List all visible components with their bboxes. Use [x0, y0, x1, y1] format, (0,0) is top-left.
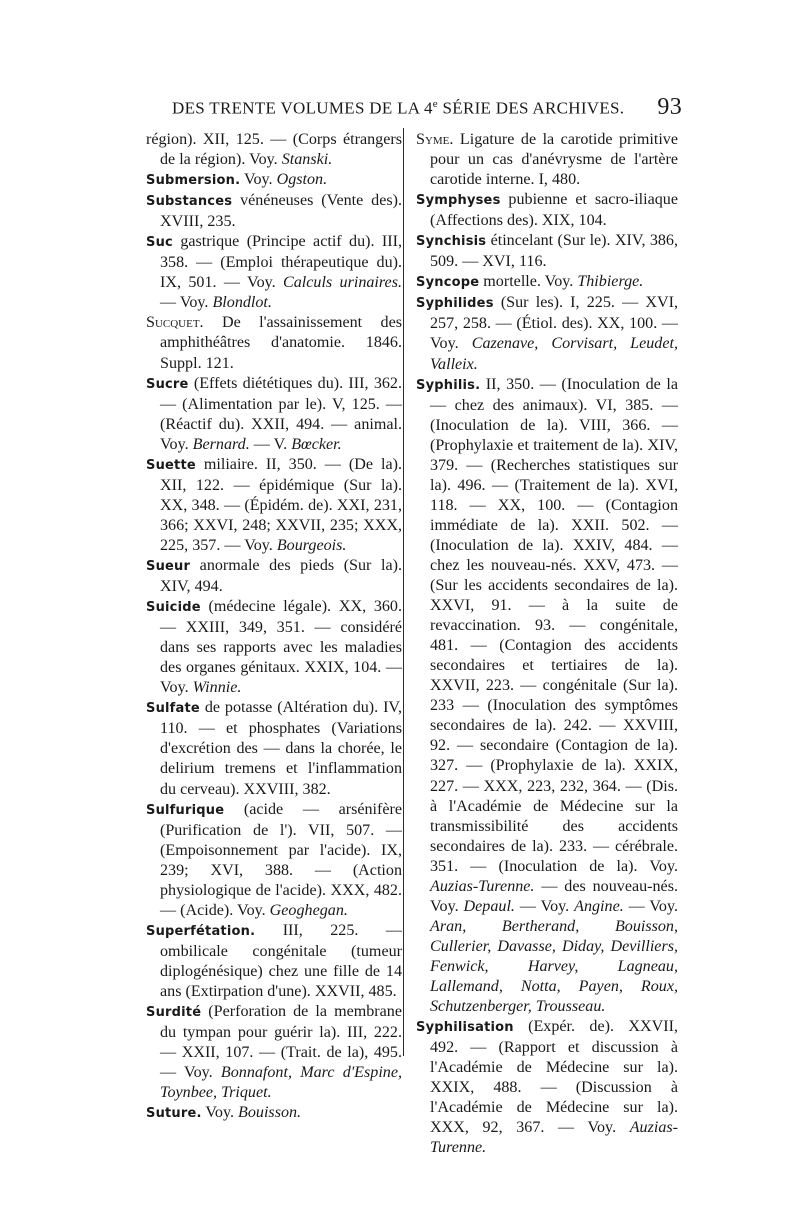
- entry-text: II, 350. — (Inoculation de la — chez des animaux). VI, 385. — (Inoculation de la). VIII, 366. — (Prophylaxie et traitement de la). XIV, 379. — (Recherches statistiques sur la). 496. — (Traitement de la). XVI, 118. — XX, 100. — (Contagion immédiate de la). XXII. 502. — (Inoculation de la). XXIV, 484. — chez les nouveau-nés. XXV, 473. — (Sur les accidents secondaires de la). XXVI, 91. — à la suite de revaccination. 93. — congénitale, 481. — (Contagion des accidents secondaires et tertiaires de la). XXVII, 223. — congénitale (Sur la). 233 — (Inoculation des symptômes secondaires de la). 242. — XXVIII, 92. — secondaire (Contagion de la). 327. — (Prophylaxie de la). XXIX, 227. — XXX, 223, 232, 364. — (Dis. à l'Académie de Médecine sur la transmissibilité des accidents secondaires de la). 233. — cérébrale. 351. — (Inoculation de la). Voy.: [430, 375, 678, 875]
- entry-text: Voy.: [240, 171, 277, 189]
- entry-text: anormale des pieds (Sur la). XIV, 494.: [160, 556, 402, 596]
- entry-reference: Angine.: [574, 897, 624, 915]
- entry-text: — Voy.: [160, 294, 213, 312]
- entry-headword: Suture.: [146, 1106, 202, 1122]
- entry-reference: Auzias-Turenne.: [430, 1119, 678, 1157]
- right-column: [416, 130, 678, 1158]
- index-entry: [146, 374, 402, 455]
- entry-headword: Suette: [146, 457, 196, 473]
- entry-text: III, 225. — ombilicale congénitale (tumeur diplogénésique) chez une fille de 14 ans (Extirpation d'une). XXVII, 485.: [160, 921, 402, 1000]
- entry-text: de potasse (Altération du). IV, 110. — et phosphates (Variations d'excrétion des — dans la chorée, le delirium tremens et l'inflammation du cerveau). XXVIII, 382.: [160, 699, 402, 798]
- entry-text: mortelle. Voy.: [479, 273, 578, 291]
- entry-reference: Calculs urinaires.: [283, 274, 402, 292]
- index-entry: [146, 1103, 402, 1124]
- left-column: [146, 130, 402, 1124]
- index-entry: [146, 698, 402, 799]
- entry-text: Ligature de la carotide primitive pour un cas d'anévrysme de l'artère carotide interne. I, 480.: [430, 131, 678, 189]
- entry-text: vénéneuses (Vente des). XVIII, 235.: [160, 192, 402, 231]
- entry-text: miliaire. II, 350. — (De la). XII, 122. — épidémique (Sur la). XX, 348. — (Épidém. de). XXI, 231, 366; XXVI, 248; XXVII, 235; XXX, 225, 357. — Voy.: [160, 455, 402, 554]
- entry-headword: Syphilis.: [416, 377, 481, 393]
- entry-reference: Cazenave, Corvisart, Leudet, Valleix.: [430, 335, 678, 373]
- index-entry: [146, 597, 402, 698]
- index-entry: [416, 375, 678, 1018]
- entry-text: étincelant (Sur le). XIV, 386, 509. — XVI, 116.: [430, 232, 678, 271]
- entry-headword: Sulfurique: [146, 802, 225, 818]
- entry-headword: Syphilides: [416, 296, 494, 312]
- entry-headword: Sueur: [146, 558, 191, 574]
- entry-headword: Syncope: [416, 275, 480, 291]
- index-entry: [416, 1017, 678, 1158]
- entry-reference: Auzias-Turenne.: [430, 877, 535, 895]
- column-divider: [403, 128, 404, 1056]
- entry-reference: Geoghegan.: [269, 901, 348, 919]
- entry-headword: Surdité: [146, 1005, 202, 1021]
- entry-text: (acide — arsénifère (Purification de l'). VII, 507. — (Empoisonnement par l'acide). IX, 239; XVI, 388. — (Action physiologique de l'acide). XXX, 482. — (Acide). Voy.: [160, 800, 402, 919]
- entry-reference: Bonnafont, Marc d'Espine, Toynbee, Triquet.: [160, 1064, 403, 1102]
- entry-reference: Bourgeois.: [276, 536, 347, 554]
- entry-reference: Winnie.: [192, 679, 242, 697]
- entry-headword: Syphilisation: [416, 1020, 514, 1036]
- index-entry: [416, 272, 678, 293]
- index-entry: [146, 313, 402, 373]
- entry-headword: Substances: [146, 194, 233, 210]
- entry-text: — V.: [249, 435, 292, 453]
- entry-reference: Thibierge.: [577, 273, 644, 291]
- entry-reference: Blondlot.: [212, 294, 272, 312]
- entry-text: Voy.: [201, 1104, 239, 1122]
- running-head: [172, 94, 682, 121]
- entry-text: (Sur les). I, 225. — XVI, 257, 258. — (Étiol. des). XX, 100. — Voy.: [430, 294, 678, 353]
- entry-text: pubienne et sacro-iliaque (Affections des). XIX, 104.: [430, 191, 678, 230]
- index-entry: [146, 130, 402, 170]
- entry-text: (Perforation de la membrane du tympan pour guérir la). III, 222. — XXII, 107. — (Trait. de la), 495. — Voy.: [160, 1003, 402, 1082]
- entry-reference: Bœcker.: [291, 435, 342, 453]
- index-entry: [146, 191, 402, 232]
- index-entry: [416, 130, 678, 190]
- entry-headword: Synchisis: [416, 234, 487, 250]
- entry-text: (Effets diététiques du). III, 362. — (Alimentation par le). V, 125. — (Réactif du). XXII, 494. — animal. Voy.: [160, 374, 402, 453]
- index-entry: [146, 170, 402, 191]
- index-entry: [146, 455, 402, 556]
- index-entry: [146, 800, 402, 921]
- entry-text: — des nouveau-nés. Voy.: [430, 877, 678, 915]
- entry-reference: Aran, Bertherand, Bouisson, Cullerier, Davasse, Diday, Devilliers, Fenwick, Harvey, Lagneau, Lallemand, Notta, Payen, Roux, Schutzenberger, Trousseau.: [430, 917, 678, 1016]
- index-entry: [416, 190, 678, 231]
- entry-text: (Expér. de). XXVII, 492. — (Rapport et discussion à l'Académie de Médecine sur la). XXIX, 488. — (Discussion à l'Académie de Médecine sur la). XXX, 92, 367. — Voy.: [430, 1018, 678, 1137]
- index-entry: [416, 231, 678, 272]
- entry-text: — Voy.: [623, 897, 678, 915]
- entry-headword: Suc: [146, 235, 173, 251]
- index-entry: [146, 1002, 402, 1103]
- index-entry: [146, 232, 402, 313]
- index-entry: [416, 293, 678, 374]
- entry-reference: Stanski.: [281, 151, 333, 169]
- entry-headword: Submersion.: [146, 173, 241, 189]
- entry-text: — Voy.: [514, 897, 575, 915]
- entry-reference: Ogston.: [276, 171, 328, 189]
- running-title: DES TRENTE VOLUMES DE LA 4e SÉRIE DES ARCHIVES.: [172, 98, 625, 118]
- index-entry: [146, 556, 402, 597]
- entry-text: gastrique (Principe actif du). III, 358. — (Emploi thérapeutique du). IX, 501. — Voy.: [160, 233, 402, 292]
- entry-headword: Syme.: [416, 131, 454, 148]
- entry-reference: Bernard.: [192, 435, 250, 453]
- entry-text: De l'assainissement des amphithéâtres d'anatomie. 1846. Suppl. 121.: [160, 314, 402, 372]
- entry-headword: Superfétation.: [146, 923, 256, 939]
- page-number: 93: [657, 94, 682, 120]
- entry-headword: Symphyses: [416, 193, 501, 209]
- entry-headword: Sucre: [146, 376, 189, 392]
- entry-text: (médecine légale). XX, 360. — XXIII, 349, 351. — considéré dans ses rapports avec les maladies des organes génitaux. XXIX, 104. — Voy.: [160, 598, 402, 697]
- entry-reference: Depaul.: [463, 897, 515, 915]
- entry-text: région). XII, 125. — (Corps étrangers de la région). Voy.: [146, 131, 402, 169]
- index-entry: [146, 921, 402, 1002]
- entry-headword: Suicide: [146, 600, 201, 616]
- entry-reference: Bouisson.: [238, 1104, 302, 1122]
- entry-headword: Sulfate: [146, 701, 200, 717]
- entry-headword: Sucquet.: [146, 314, 204, 332]
